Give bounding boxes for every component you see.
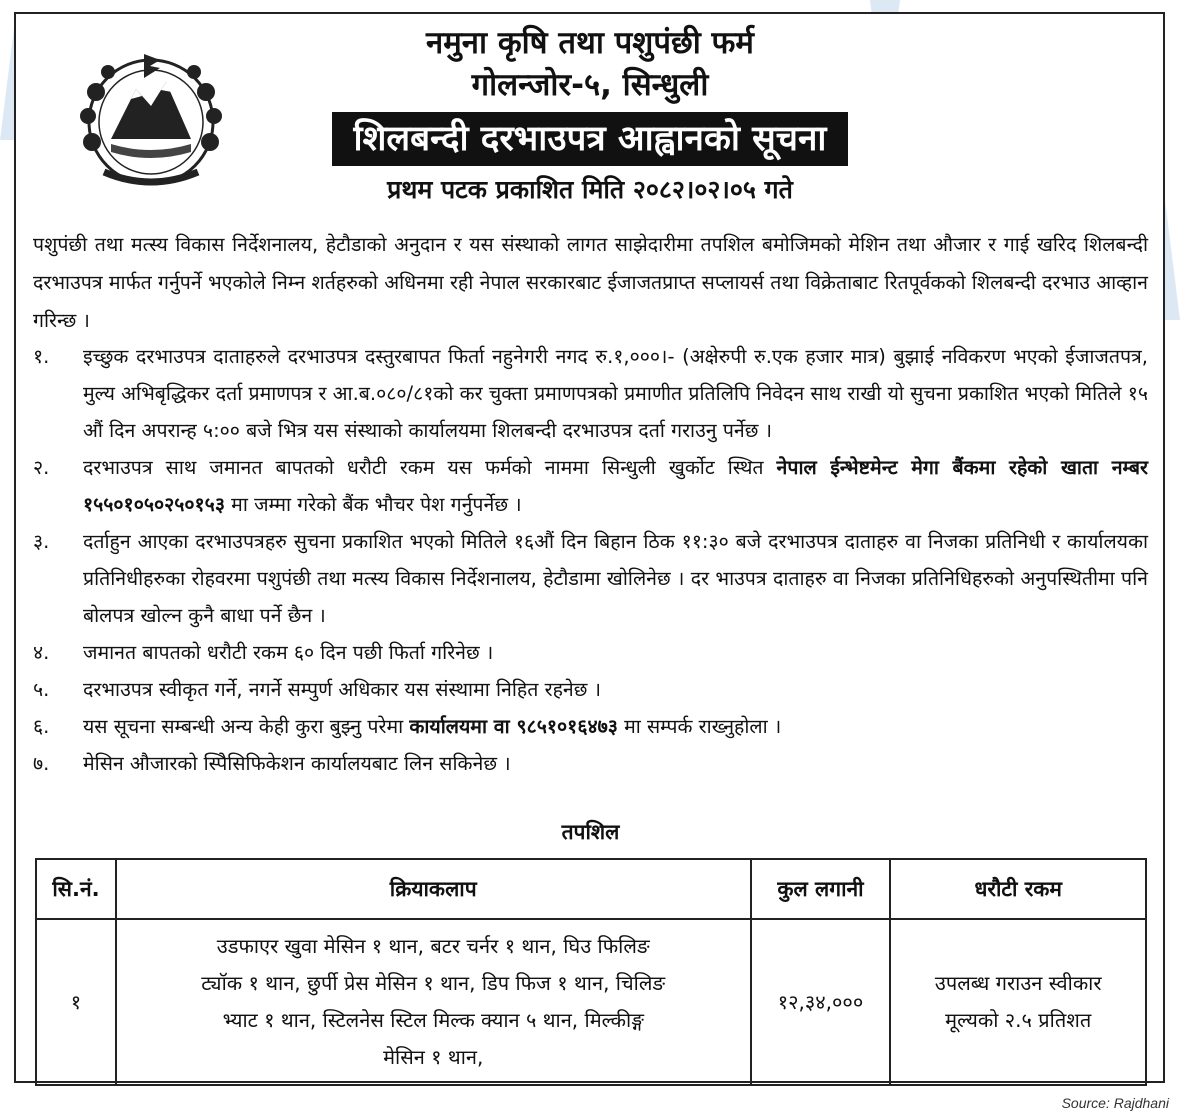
item-text: मेसिन औजारको स्पिेसिफिकेशन कार्यालयबाट लिन सकिनेछ । — [83, 752, 511, 775]
deposit-line: मूल्यको २.५ प्रतिशत — [945, 1008, 1092, 1032]
org-name: नमुना कृषि तथा पशुपंछी फर्म — [426, 25, 754, 61]
list-item — [33, 708, 1148, 745]
cell-investment: १२,३४,००० — [751, 919, 891, 1085]
item-number: ६. — [33, 715, 50, 738]
item-text: इच्छुक दरभाउपत्र दाताहरुले दरभाउपत्र दस्तुरबापत फिर्ता नहुनेगरी नगद रु.१,०००।- (अक्षेरुपी रु.एक हजार मात्र) बुझाई नविकरण भएको ईजाजतपत्र, मुल्य अभिबृद्धिकर दर्ता प्रमाणपत्र र आ.ब.०८०/८१को कर चुक्ता प्रमाणपत्रको प्रमाणीत प्रतिलिपि निवेदन साथ राखी यो सुचना प्रकाशित भएको मितिले १५ औं दिन अपरान्ह ५:०० बजे भित्र यस संस्थाको कार्यालयमा शिलबन्दी दरभाउपत्र दर्ता गराउनु पर्नेछ । — [83, 345, 1148, 442]
nepal-emblem-icon — [66, 44, 236, 194]
cell-activity — [116, 919, 751, 1085]
list-item — [33, 449, 1148, 523]
activity-line: भ्याट १ थान, स्टिलनेस स्टिल मिल्क क्यान ५ थान, मिल्कीङ्ग — [222, 1008, 644, 1032]
item-text-part: दरभाउपत्र साथ जमानत बापतको धरौटी रकम यस फर्मको नाममा सिन्धुली खुर्कोट स्थित — [83, 456, 777, 479]
table-header-row — [36, 859, 1146, 919]
item-number: २. — [33, 456, 50, 479]
item-number: १. — [33, 345, 50, 368]
item-text-part: मा सम्पर्क राख्नुहोला । — [617, 715, 782, 738]
bank-account-text: नेपाल ईन्भेष्टमेन्ट मेगा बैंकमा रहेको खाता नम्बर १५५०१०५०२५०१५३ — [83, 456, 1148, 516]
item-number: ७. — [33, 752, 50, 775]
list-item — [33, 671, 1148, 708]
header-serial: सि.नं. — [36, 859, 116, 919]
publish-date-line: प्रथम पटक प्रकाशित मिति २०८२।०२।०५ गते — [387, 175, 793, 204]
conditions-list — [33, 338, 1148, 782]
details-table — [35, 858, 1147, 1086]
cell-serial: १ — [36, 919, 116, 1085]
item-text — [83, 708, 1148, 745]
activity-line: उडफाएर खुवा मेसिन १ थान, बटर चर्नर १ थान, घिउ फिलिङ — [216, 934, 650, 958]
table-title: तपशिल — [561, 820, 620, 844]
deposit-line: उपलब्ध गराउन स्वीकार — [934, 971, 1102, 995]
notice-header — [250, 22, 930, 206]
header-investment: कुल लगानी — [751, 859, 891, 919]
header-activity: क्रियाकलाप — [116, 859, 751, 919]
item-text: दरभाउपत्र स्वीकृत गर्ने, नगर्ने सम्पुर्ण अधिकार यस संस्थामा निहित रहनेछ । — [83, 678, 602, 701]
notice-title: शिलबन्दी दरभाउपत्र आह्वानको सूचना — [332, 112, 849, 166]
item-number: ५. — [33, 678, 50, 701]
item-text: जमानत बापतको धरौटी रकम ६० दिन पछी फिर्ता गरिनेछ । — [83, 641, 494, 664]
item-text-part: मा जम्मा गरेको बैंक भौचर पेश गर्नुपर्नेछ । — [224, 493, 522, 516]
source-credit: Source: Rajdhani — [1061, 1095, 1169, 1111]
table-row — [36, 919, 1146, 1085]
activity-line: मेसिन १ थान, — [383, 1045, 484, 1069]
intro-paragraph: पशुपंछी तथा मत्स्य विकास निर्देशनालय, हेटौडाको अनुदान र यस संस्थाको लागत साझेदारीमा तपशिल बमोजिमको मेशिन तथा औजार र गाई खरिद शिलबन्दी दरभाउपत्र मार्फत गर्नुपर्ने भएकोले निम्न शर्तहरुको अधिनमा रही नेपाल सरकारबाट ईजाजतप्राप्त सप्लायर्स तथा विक्रेताबाट रितपूर्वकको शिलबन्दी दरभाउ आव्हान गरिन्छ । — [33, 233, 1148, 332]
item-text: दर्ताहुन आएका दरभाउपत्रहरु सुचना प्रकाशित भएको मितिले १६औं दिन बिहान ठिक ११:३० बजे दरभाउपत्र दाताहरु वा निजका प्रतिनिधी र कार्यालयका प्रतिनिधीहरुका रोहवरमा पशुपंछी तथा मत्स्य विकास निर्देशनालय, हेटौडामा खोलिनेछ । दर भाउपत्र दाताहरु वा निजका प्रतिनिधिहरुको अनुपस्थितीमा पनि बोलपत्र खोल्न कुनै बाधा पर्ने छैन । — [83, 530, 1148, 627]
activity-line: ट्यॉक १ थान, छुर्पी प्रेस मेसिन १ थान, डिप फिज १ थान, चिलिङ — [201, 971, 666, 995]
item-number: ३. — [33, 530, 50, 553]
contact-text: कार्यालयमा वा ९८५१०१६४७३ — [409, 715, 618, 738]
cell-deposit — [890, 919, 1146, 1085]
item-text-part: यस सूचना सम्बन्धी अन्य केही कुरा बुझ्नु परेमा — [83, 715, 410, 738]
header-deposit: धरौटी रकम — [890, 859, 1146, 919]
item-number: ४. — [33, 641, 50, 664]
list-item — [33, 338, 1148, 449]
list-item — [33, 745, 1148, 782]
list-item — [33, 523, 1148, 634]
item-text — [83, 449, 1148, 523]
org-location: गोलन्जोर-५, सिन्धुली — [471, 67, 709, 103]
list-item — [33, 634, 1148, 671]
